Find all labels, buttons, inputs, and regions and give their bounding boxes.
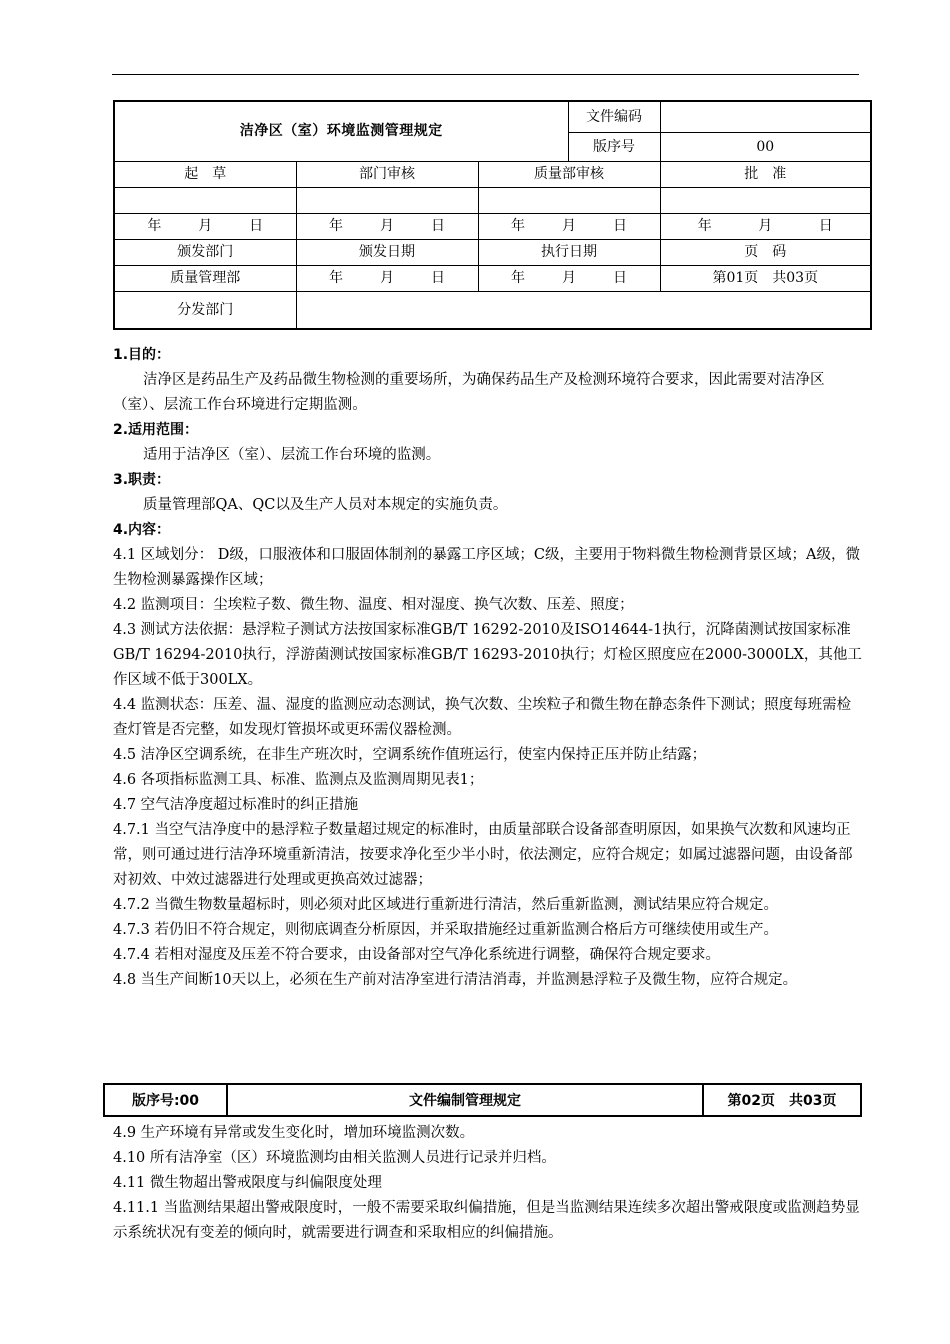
page2-body (113, 1121, 863, 1246)
issue-date-label: 颁发日期 (296, 240, 478, 266)
section-4-title: 4.内容： (113, 522, 171, 538)
para-4-7-1: 4.7.1 当空气洁净度中的悬浮粒子数量超过规定的标准时，由质量部联合设备部查明原因，如果换气次数和风速均正常，则可通过进行洁净环境重新清洁，按要求净化至少半小时，依法测定，应符合规定；如属过滤器问题，由设备部对初效、中效过滤器进行处理或更换高效过滤器； (113, 822, 853, 888)
issue-date-value: 年 月 日 (296, 266, 478, 292)
exec-date-label: 执行日期 (478, 240, 660, 266)
date-qa-review: 年 月 日 (478, 214, 660, 240)
dist-label: 分发部门 (114, 292, 296, 330)
version-value: 00 (660, 133, 871, 162)
para-4-7: 4.7 空气洁净度超过标准时的纠正措施 (113, 797, 359, 813)
role-approve: 批 准 (660, 162, 871, 188)
doc-no-value (660, 101, 871, 133)
date-dept-review: 年 月 日 (296, 214, 478, 240)
section-1-title: 1.目的： (113, 347, 171, 363)
version-label: 版序号 (568, 133, 660, 162)
doc-no-label: 文件编码 (568, 101, 660, 133)
para-4-5: 4.5 洁净区空调系统，在非生产班次时，空调系统作值班运行，使室内保持正压并防止结露； (113, 747, 707, 763)
bar-version: 版序号:00 (104, 1084, 227, 1116)
para-4-11-1: 4.11.1 当监测结果超出警戒限度时，一般不需要采取纠偏措施，但是当监测结果连续多次超出警戒限度或监测趋势显示系统状况有变差的倾向时，就需要进行调查和采取相应的纠偏措施。 (113, 1200, 860, 1241)
section-3-title: 3.职责： (113, 472, 171, 488)
bar-title: 文件编制管理规定 (227, 1084, 703, 1116)
date-approve: 年 月 日 (660, 214, 871, 240)
sign-drafter (114, 188, 296, 214)
section-2-title: 2.适用范围： (113, 422, 199, 438)
role-dept-review: 部门审核 (296, 162, 478, 188)
page-value: 第01页 共03页 (660, 266, 871, 292)
document-title: 洁净区（室）环境监测管理规定 (114, 101, 568, 162)
exec-date-value: 年 月 日 (478, 266, 660, 292)
para-4-7-3: 4.7.3 若仍旧不符合规定，则彻底调查分析原因，并采取措施经过重新监测合格后方可继续使用或生产。 (113, 922, 778, 938)
date-drafter: 年 月 日 (114, 214, 296, 240)
page-label: 页 码 (660, 240, 871, 266)
para-4-9: 4.9 生产环境有异常或发生变化时，增加环境监测次数。 (113, 1125, 475, 1141)
para-4-10: 4.10 所有洁净室（区）环境监测均由相关监测人员进行记录并归档。 (113, 1150, 556, 1166)
section-2-text: 适用于洁净区（室）、层流工作台环境的监测。 (143, 447, 441, 463)
sign-qa-review (478, 188, 660, 214)
para-4-7-4: 4.7.4 若相对湿度及压差不符合要求，由设备部对空气净化系统进行调整，确保符合规定要求。 (113, 947, 720, 963)
para-4-6: 4.6 各项指标监测工具、标准、监测点及监测周期见表1； (113, 772, 484, 788)
para-4-11: 4.11 微生物超出警戒限度与纠偏限度处理 (113, 1175, 382, 1191)
sign-dept-review (296, 188, 478, 214)
role-qa-review: 质量部审核 (478, 162, 660, 188)
dist-value (296, 292, 871, 330)
date-row (114, 214, 871, 240)
header-rule (112, 74, 859, 75)
bar-page: 第02页 共03页 (703, 1084, 861, 1116)
issue-dept-value: 质量管理部 (114, 266, 296, 292)
role-drafter: 起 草 (114, 162, 296, 188)
section-1-text: 洁净区是药品生产及药品微生物检测的重要场所，为确保药品生产及检测环境符合要求，因此需要对洁净区（室）、层流工作台环境进行定期监测。 (113, 372, 825, 413)
page1-body (113, 343, 863, 993)
para-4-1: 4.1 区域划分： D级，口服液体和口服固体制剂的暴露工序区域；C级，主要用于物料微生物检测背景区域；A级，微生物检测暴露操作区域； (113, 547, 860, 588)
para-4-4: 4.4 监测状态：压差、温、湿度的监测应动态测试，换气次数、尘埃粒子和微生物在静态条件下测试；照度每班需检查灯管是否完整，如发现灯管损坏或更环需仪器检测。 (113, 697, 852, 738)
document-control-table (113, 100, 872, 330)
issue-dept-label: 颁发部门 (114, 240, 296, 266)
para-4-7-2: 4.7.2 当微生物数量超标时，则必须对此区域进行重新进行清洁，然后重新监测，测试结果应符合规定。 (113, 897, 778, 913)
para-4-2: 4.2 监测项目：尘埃粒子数、微生物、温度、相对湿度、换气次数、压差、照度； (113, 597, 634, 613)
section-3-text: 质量管理部QA、QC以及生产人员对本规定的实施负责。 (143, 497, 508, 513)
para-4-8: 4.8 当生产间断10天以上，必须在生产前对洁净室进行清洁消毒，并监测悬浮粒子及微生物，应符合规定。 (113, 972, 798, 988)
sign-approve (660, 188, 871, 214)
page2-header-bar (103, 1083, 862, 1117)
para-4-3: 4.3 测试方法依据：悬浮粒子测试方法按国家标准GB/T 16292-2010及ISO14644-1执行，沉降菌测试按国家标准GB/T 16294-2010执行，浮游菌测试按国家标准GB/T 16293-2010执行；灯检区照度应在2000-3000LX，其他工作区域不低于300LX。 (113, 622, 862, 688)
